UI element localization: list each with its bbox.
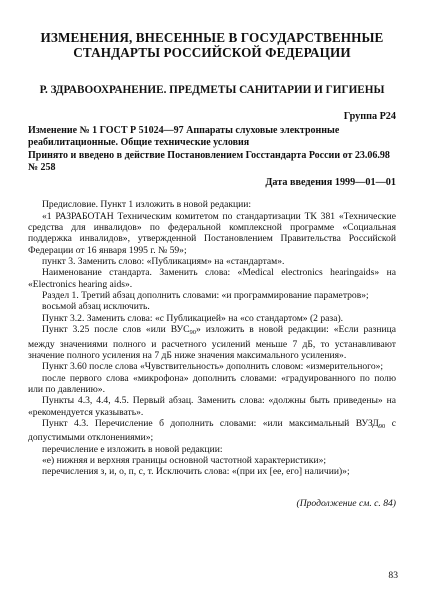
title-line-2: СТАНДАРТЫ РОССИЙСКОЙ ФЕДЕРАЦИИ (73, 45, 351, 60)
document-title (28, 30, 396, 60)
paragraph: «1 РАЗРАБОТАН Техническим комитетом по стандартизации ТК 381 «Технические средства для инвалидов» по федеральной комплексной программе «Социальная поддержка инвалидов», утвержденной Постановлением Правительства Российской Федерации от 16 января 1995 г. № 59»; (28, 210, 396, 256)
continuation-note: (Продолжение см. с. 84) (296, 497, 396, 509)
adopted-statement: Принято и введено в действие Постановлением Госстандарта России от 23.06.98 № 258 (28, 150, 390, 173)
paragraph: Раздел 1. Третий абзац дополнить словами: «и программирование параметров»; (42, 290, 369, 302)
section-heading: Р. ЗДРАВООХРАНЕНИЕ. ПРЕДМЕТЫ САНИТАРИИ И ГИГИЕНЫ (39, 84, 385, 96)
group-label: Группа Р24 (343, 111, 396, 122)
paragraph: Пункт 3.2. Заменить слова: «с Публикацией» на «со стандартом» (2 раза). (42, 312, 344, 324)
text-span: Пункт 3.25 после слов «или ВУС (42, 324, 190, 336)
paragraph: пункт 3. Заменить слово: «Публикациям» на «стандартам». (42, 256, 285, 268)
paragraph: Наименование стандарта. Заменить слова: «Medical electronics hearingaids» на «Electronics hearing aids». (28, 267, 396, 290)
title-line-1: ИЗМЕНЕНИЯ, ВНЕСЕННЫЕ В ГОСУДАРСТВЕННЫЕ (40, 30, 384, 45)
paragraph: перечисления з, и, о, п, с, т. Исключить слова: «(при их [ее, его] наличии)»; (42, 466, 350, 478)
subscript: 90 (378, 422, 386, 430)
paragraph: после первого слова «микрофона» дополнить словами: «градуированного по полю или по давлению». (28, 372, 396, 395)
paragraph: «е) нижняя и верхняя границы основной частотной характеристики»; (42, 454, 327, 466)
change-title: Изменение № 1 ГОСТ Р 51024—97 Аппараты слуховые электронные реабилитационные. Общие технические условия (28, 125, 340, 148)
subscript: 90 (189, 329, 197, 337)
paragraph-3-25 (28, 324, 396, 361)
paragraph-4-3 (28, 418, 396, 444)
paragraph: Пункты 4.3, 4.4, 4.5. Первый абзац. Заменить слова: «должны быть приведены» на «рекомендуется указывать». (28, 395, 396, 418)
effective-date: Дата введения 1999—01—01 (265, 177, 396, 189)
paragraph: Предисловие. Пункт 1 изложить в новой редакции: (42, 199, 252, 211)
text-span: » изложить в новой редакции: «Если разница между значениями полного и расчетного усилений меньше 7 дБ, то устанавливают значение полного усиления на 7 дБ ниже значения максимального усиления». (28, 324, 396, 361)
paragraph: перечисление е изложить в новой редакции: (42, 443, 223, 455)
paragraph: восьмой абзац исключить. (42, 301, 150, 313)
paragraph: Пункт 3.60 после слова «Чувствительность» дополнить словом: «измерительного»; (42, 361, 384, 373)
document-body (28, 199, 396, 477)
text-span: Пункт 4.3. Перечисление б дополнить словами: «или максимальный ВУЗД (42, 417, 379, 429)
page-number: 83 (388, 570, 398, 581)
text-span: с допустимыми отклонениями»; (28, 417, 396, 444)
